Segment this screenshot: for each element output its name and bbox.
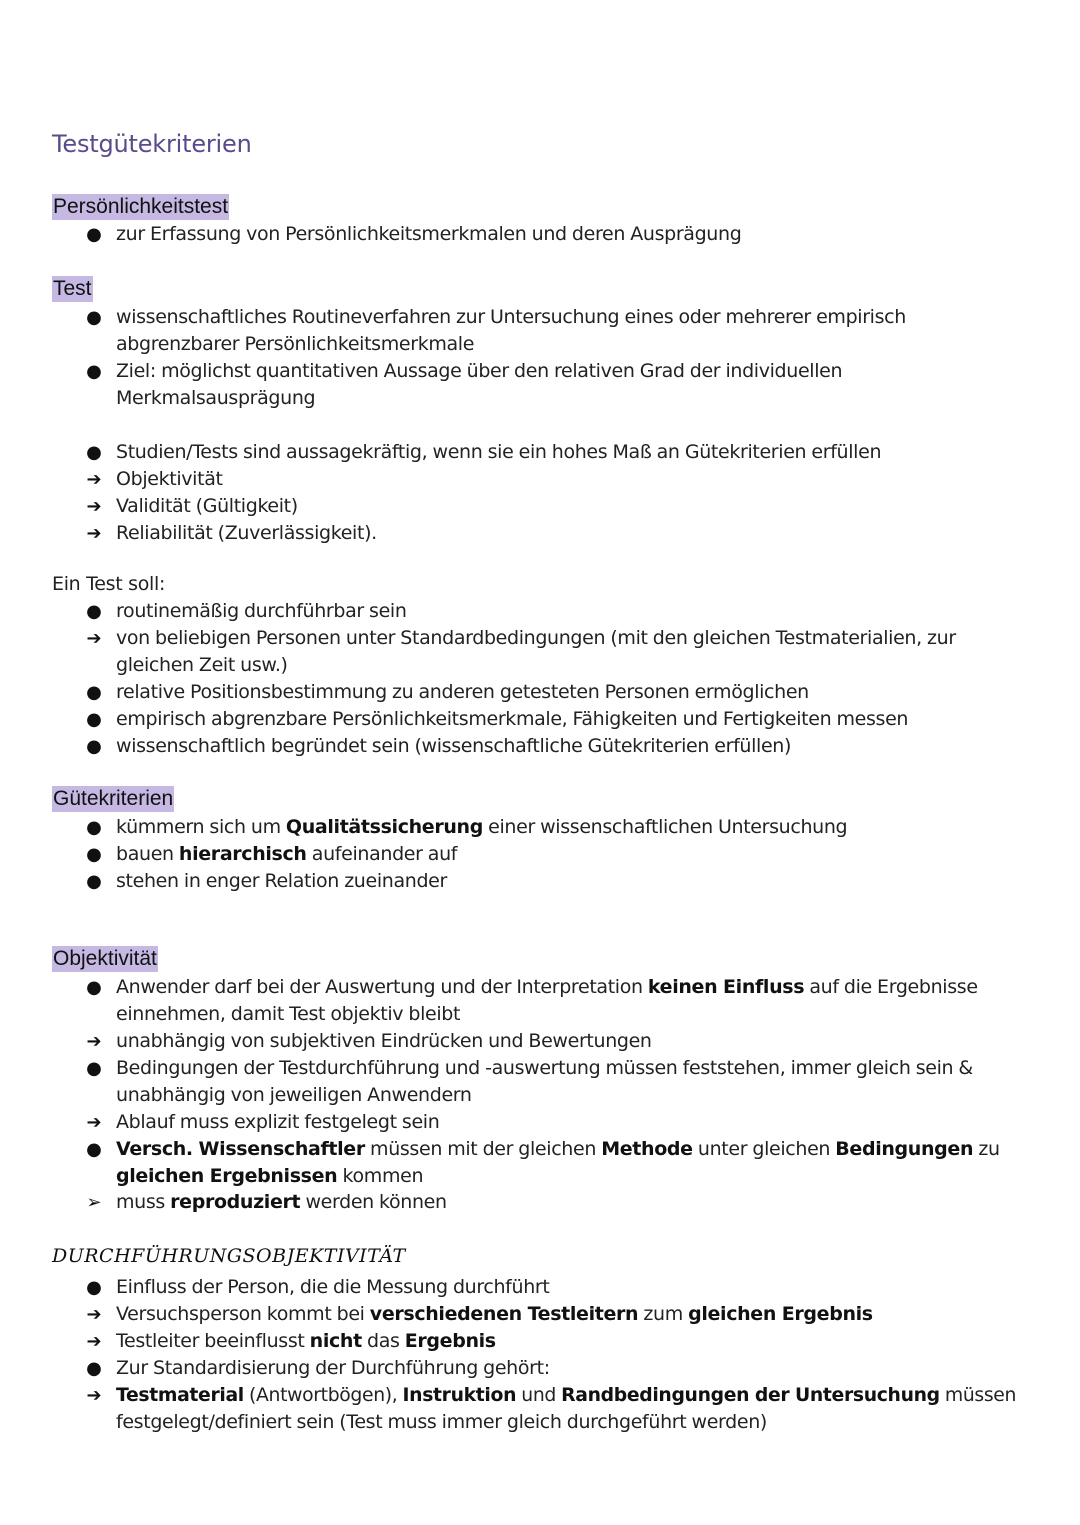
list-item-text: Validität (Gültigkeit) xyxy=(116,495,298,517)
list-item-text: wissenschaftlich begründet sein (wissenschaftliche Gütekriterien erfüllen) xyxy=(116,735,792,757)
bullet-marker: ● xyxy=(86,817,102,838)
bullet-marker: ● xyxy=(86,736,102,757)
arrow-marker: ➔ xyxy=(86,628,102,649)
bullet-marker: ● xyxy=(86,844,102,865)
bullet-marker: ● xyxy=(86,307,102,328)
bullet-marker: ● xyxy=(86,1058,102,1079)
list-item-text: von beliebigen Personen unter Standardbedingungen (mit den gleichen Testmaterialien, zur xyxy=(116,627,956,649)
bullet-marker: ● xyxy=(86,224,102,245)
list-item-text: Bedingungen der Testdurchführung und -auswertung müssen feststehen, immer gleich sein & xyxy=(116,1057,973,1079)
arrow-marker: ➔ xyxy=(86,469,102,490)
list-item-text: Einfluss der Person, die die Messung durchführt xyxy=(116,1276,550,1298)
list-item-text: Anwender darf bei der Auswertung und der Interpretation keinen Einfluss auf die Ergebnisse xyxy=(116,976,978,998)
list-item-text: Zur Standardisierung der Durchführung gehört: xyxy=(116,1357,550,1379)
list-item-text: muss reproduziert werden können xyxy=(116,1191,447,1213)
bullet-marker: ● xyxy=(86,601,102,622)
bullet-marker: ● xyxy=(86,1277,102,1298)
list-item-text: Testleiter beeinflusst nicht das Ergebnis xyxy=(116,1330,496,1352)
arrow-marker: ➔ xyxy=(86,1331,102,1352)
list-item-text: wissenschaftliches Routineverfahren zur Untersuchung eines oder mehrerer empirisch xyxy=(116,306,906,328)
arrow-marker: ➔ xyxy=(86,1385,102,1406)
list-item-text: Reliabilität (Zuverlässigkeit). xyxy=(116,522,377,544)
list-item-text: Objektivität xyxy=(116,468,223,490)
list-item-text: empirisch abgrenzbare Persönlichkeitsmerkmale, Fähigkeiten und Fertigkeiten messen xyxy=(116,708,909,730)
chevron-marker: ➢ xyxy=(86,1192,102,1213)
list-item-text: stehen in enger Relation zueinander xyxy=(116,870,447,892)
list-item-text: gleichen Zeit usw.) xyxy=(116,654,288,676)
list-item-text: Testmaterial (Antwortbögen), Instruktion und Randbedingungen der Untersuchung müssen xyxy=(116,1384,1017,1406)
bullet-marker: ● xyxy=(86,1139,102,1160)
bullet-marker: ● xyxy=(86,977,102,998)
list-item-text: einnehmen, damit Test objektiv bleibt xyxy=(116,1003,461,1025)
arrow-marker: ➔ xyxy=(86,1304,102,1325)
arrow-marker: ➔ xyxy=(86,1112,102,1133)
list-item-text: unabhängig von subjektiven Eindrücken und Bewertungen xyxy=(116,1030,652,1052)
arrow-marker: ➔ xyxy=(86,1031,102,1052)
bullet-marker: ● xyxy=(86,871,102,892)
bullet-marker: ● xyxy=(86,709,102,730)
list-item-text: festgelegt/definiert sein (Test muss immer gleich durchgeführt werden) xyxy=(116,1411,767,1433)
list-item-text: Ziel: möglichst quantitativen Aussage über den relativen Grad der individuellen xyxy=(116,360,843,382)
intro-test-soll: Ein Test soll: xyxy=(52,573,166,595)
list-item-text: abgrenzbarer Persönlichkeitsmerkmale xyxy=(116,333,475,355)
bullet-marker: ● xyxy=(86,361,102,382)
list-item-text: routinemäßig durchführbar sein xyxy=(116,600,407,622)
list-item-text: Versuchsperson kommt bei verschiedenen Testleitern zum gleichen Ergebnis xyxy=(116,1303,873,1325)
page-title: Testgütekriterien xyxy=(52,130,252,158)
list-item-text: gleichen Ergebnissen kommen xyxy=(116,1165,424,1187)
list-item-text: zur Erfassung von Persönlichkeitsmerkmalen und deren Ausprägung xyxy=(116,223,742,245)
heading-test: Test xyxy=(53,277,92,300)
list-item-text: Merkmalsausprägung xyxy=(116,387,316,409)
heading-persoenlichkeitstest: Persönlichkeitstest xyxy=(53,195,229,218)
list-item-text: Ablauf muss explizit festgelegt sein xyxy=(116,1111,440,1133)
heading-guetekriterien: Gütekriterien xyxy=(53,787,174,810)
list-item-text: kümmern sich um Qualitätssicherung einer wissenschaftlichen Untersuchung xyxy=(116,816,848,838)
arrow-marker: ➔ xyxy=(86,496,102,517)
heading-objektivitaet: Objektivität xyxy=(53,947,157,970)
bullet-marker: ● xyxy=(86,442,102,463)
bullet-marker: ● xyxy=(86,1358,102,1379)
heading-durchfuehrungsobjektivitaet: DURCHFÜHRUNGSOBJEKTIVITÄT xyxy=(52,1245,406,1267)
list-item-text: unabhängig von jeweiligen Anwendern xyxy=(116,1084,472,1106)
list-item-text: relative Positionsbestimmung zu anderen getesteten Personen ermöglichen xyxy=(116,681,809,703)
list-item-text: Versch. Wissenschaftler müssen mit der gleichen Methode unter gleichen Bedingungen zu xyxy=(116,1138,1000,1160)
list-item-text: bauen hierarchisch aufeinander auf xyxy=(116,843,458,865)
bullet-marker: ● xyxy=(86,682,102,703)
list-item-text: Studien/Tests sind aussagekräftig, wenn sie ein hohes Maß an Gütekriterien erfüllen xyxy=(116,441,882,463)
arrow-marker: ➔ xyxy=(86,523,102,544)
